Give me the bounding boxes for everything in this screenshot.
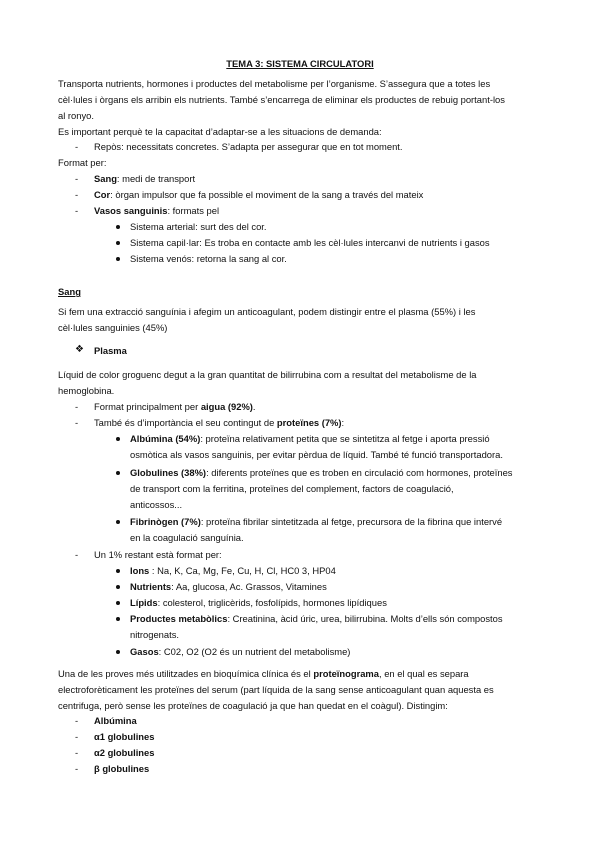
dash-marker: -	[75, 417, 79, 428]
proteines-bold: proteïnes (7%)	[276, 417, 342, 428]
productes-term: Productes metabòlics	[130, 613, 228, 624]
nutrients-term: Nutrients	[130, 581, 172, 592]
sang-line-1: Si fem una extracció sanguínia i afegim un anticoagulant, podem distingir entre el plasma (55%) i les	[58, 306, 476, 317]
term-cor: Cor	[94, 189, 111, 200]
bullet-dot	[116, 650, 120, 654]
bullet-dot	[116, 585, 120, 589]
dash-marker: -	[75, 401, 79, 412]
productes-def-1: : Creatinina, àcid úric, urea, bilirrubina. Molts d’ells són compostos	[227, 613, 503, 624]
bullet-dot	[116, 257, 120, 261]
subheading-plasma: Plasma	[94, 345, 127, 356]
def-vasos: : formats pel	[167, 205, 220, 216]
globulines-line-3: anticossos...	[130, 499, 183, 510]
intro-line-3: al ronyo.	[58, 110, 94, 121]
nutrients-item	[130, 581, 327, 593]
globulines-line-1	[130, 467, 512, 479]
nutrients-def: : Aa, glucosa, Ac. Grassos, Vitamines	[171, 581, 327, 592]
globulines-line-2: de transport com la ferritina, proteïnes del complement, factors de coagulació,	[130, 483, 454, 494]
bullet-dot	[116, 471, 120, 475]
fibrinogen-line-2: en la coagulació sanguínia.	[130, 532, 244, 543]
productes-line-2: nitrogenats.	[130, 629, 179, 640]
albumina-def-1: : proteïna relativament petita que se sintetitza al fetge i aporta pressió	[200, 433, 490, 444]
bullet-dot	[116, 437, 120, 441]
proteinograma-line-2: electroforèticament les proteïnes del serum (part líquida de la sang sense anticoagulant quan aquesta es	[58, 684, 494, 695]
bullet-dot	[116, 569, 120, 573]
intro-line-2: cèl·lules i òrgans els arribin els nutrients. També s’encarrega de eliminar els productes de rebuig portant-los	[58, 94, 505, 105]
bullet-dot	[116, 520, 120, 524]
repos-item: Repòs: necessitats concretes. S’adapta per assegurar que en tot moment.	[94, 141, 403, 152]
ions-item	[130, 565, 336, 577]
aigua-bold: aigua (92%)	[200, 401, 253, 412]
ions-def: : Na, K, Ca, Mg, Fe, Cu, H, Cl, HC0 3, HP04	[149, 565, 336, 576]
fibrinogen-def-1: : proteïna fibrilar sintetitzada al fetge, precursora de la fibrina que intervé	[200, 516, 503, 527]
list-item-sang	[94, 173, 195, 185]
sang-line-2: cèl·lules sanguinies (45%)	[58, 322, 168, 333]
fibrinogen-term: Fibrinògen (7%)	[130, 516, 201, 527]
ions-term: Ions	[130, 565, 150, 576]
format-label: Format per:	[58, 157, 107, 168]
proteinograma-post: , en el qual es separa	[378, 668, 469, 679]
dash-marker: -	[75, 747, 79, 758]
proteinograma-pre: Una de les proves més utilitzades en bioquímica clínica és el	[58, 668, 314, 679]
plasma-line-2: hemoglobina.	[58, 385, 115, 396]
gasos-item	[130, 646, 350, 658]
dash-marker: -	[75, 141, 79, 152]
lipids-def: : colesterol, triglicèrids, fosfolípids, hormones lipídiques	[157, 597, 387, 608]
gasos-term: Gasos	[130, 646, 159, 657]
dash-marker: -	[75, 189, 79, 200]
proteinograma-item-beta: β globulines	[94, 763, 150, 774]
vasos-item-arterial: Sistema arterial: surt des del cor.	[130, 221, 267, 232]
bullet-dot	[116, 225, 120, 229]
proteinograma-item-albumina: Albúmina	[94, 715, 137, 726]
def-cor: : òrgan impulsor que fa possible el moviment de la sang a través del mateix	[110, 189, 424, 200]
globulines-def-1: : diferents proteïnes que es troben en circulació com hormones, proteïnes	[206, 467, 513, 478]
aigua-post: .	[252, 401, 256, 412]
gasos-def: : C02, O2 (O2 és un nutrient del metabolisme)	[158, 646, 351, 657]
dash-marker: -	[75, 549, 79, 560]
lipids-item	[130, 597, 387, 609]
demand-paragraph: Es important perquè te la capacitat d’adaptar-se a les situacions de demanda:	[58, 126, 382, 137]
plasma-item-restant: Un 1% restant està format per:	[94, 549, 222, 560]
albumina-line-1	[130, 433, 490, 445]
intro-line-1: Transporta nutrients, hormones i productes del metabolisme per l’organisme. S’assegura que a totes les	[58, 78, 491, 89]
def-sang: : medi de transport	[116, 173, 196, 184]
proteinograma-term: proteïnograma	[313, 668, 379, 679]
dash-marker: -	[75, 205, 79, 216]
dash-marker: -	[75, 763, 79, 774]
fibrinogen-line-1	[130, 516, 502, 528]
section-heading-sang: Sang	[58, 286, 81, 297]
plasma-item-aigua	[94, 401, 256, 413]
page-title: TEMA 3: SISTEMA CIRCULATORI	[226, 58, 374, 69]
term-vasos: Vasos sanguinis	[94, 205, 168, 216]
proteines-pre: També és d’importància el seu contingut de	[94, 417, 277, 428]
bullet-dot	[116, 601, 120, 605]
aigua-pre: Format principalment per	[94, 401, 201, 412]
plasma-item-proteines	[94, 417, 344, 429]
proteinograma-line-1	[58, 668, 469, 680]
lipids-term: Lípids	[130, 597, 158, 608]
albumina-line-2: osmòtica als vasos sanguinis, per evitar pèrdua de líquid. També té funció transportadora.	[130, 449, 503, 460]
dash-marker: -	[75, 715, 79, 726]
albumina-term: Albúmina (54%)	[130, 433, 201, 444]
dash-marker: -	[75, 173, 79, 184]
plasma-line-1: Líquid de color groguenc degut a la gran quantitat de bilirrubina com a resultat del metabolisme de la	[58, 369, 477, 380]
globulines-term: Globulines (38%)	[130, 467, 207, 478]
proteines-post: :	[341, 417, 345, 428]
term-sang: Sang	[94, 173, 117, 184]
vasos-item-venos: Sistema venós: retorna la sang al cor.	[130, 253, 287, 264]
proteinograma-item-alpha2: α2 globulines	[94, 747, 155, 758]
dash-marker: -	[75, 731, 79, 742]
vasos-item-capil-lar: Sistema capil·lar: Es troba en contacte amb les cèl·lules intercanvi de nutrients i gasos	[130, 237, 490, 248]
bullet-dot	[116, 241, 120, 245]
proteinograma-item-alpha1: α1 globulines	[94, 731, 155, 742]
list-item-vasos	[94, 205, 219, 217]
list-item-cor	[94, 189, 423, 201]
diamond-bullet-icon: ❖	[75, 344, 84, 355]
productes-line-1	[130, 613, 503, 625]
proteinograma-line-3: centrifuga, però sense les proteïnes de coagulació ja que han quedat en el coàgul). Distingim:	[58, 700, 448, 711]
bullet-dot	[116, 617, 120, 621]
